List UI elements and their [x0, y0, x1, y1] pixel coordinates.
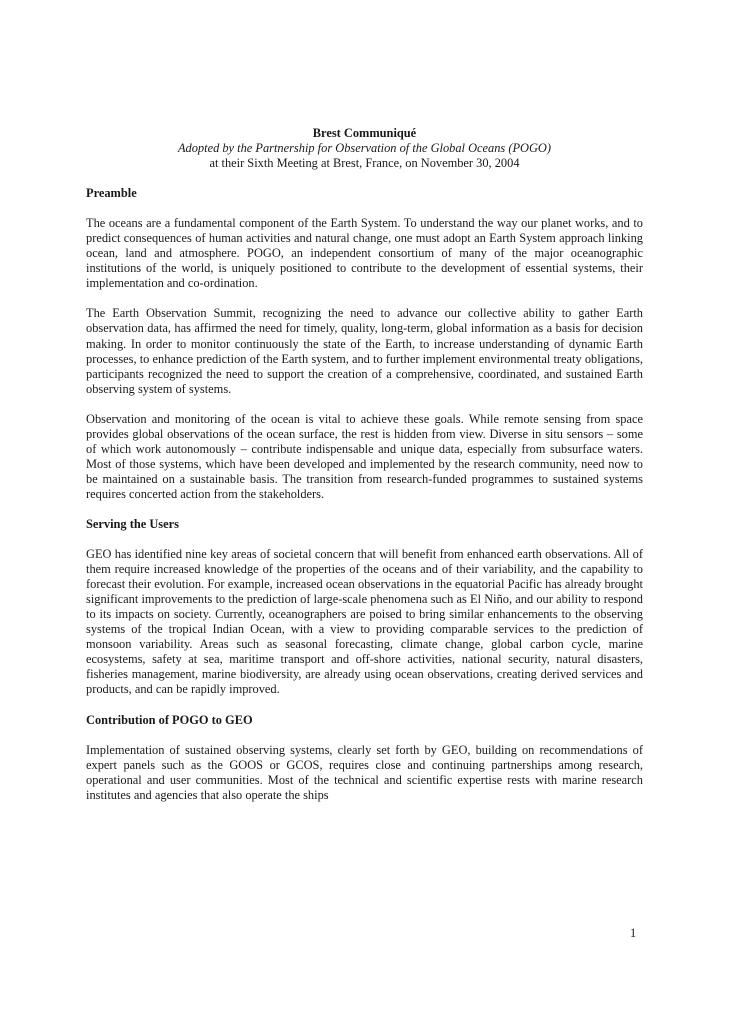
document-subtitle: Adopted by the Partnership for Observation of the Global Oceans (POGO) — [177, 141, 552, 156]
section-heading-serving-users: Serving the Users — [86, 516, 179, 531]
paragraph: The Earth Observation Summit, recognizing the need to advance our collective ability to gather Earth observation data, has affirmed the need for timely, quality, long-term, global information as a basis for decision making. In order to monitor continuously the state of the Earth, to increase understanding of dynamic Earth processes, to enhance prediction of the Earth system, and to further implement environmental treaty obligations, participants recognized the need to support the creation of a comprehensive, coordinated, and sustained Earth observing system of systems. — [86, 306, 643, 396]
meeting-line: at their Sixth Meeting at Brest, France, on November 30, 2004 — [209, 156, 520, 171]
section-heading-contribution: Contribution of POGO to GEO — [86, 712, 253, 727]
page-number: 1 — [630, 926, 637, 940]
paragraph: Observation and monitoring of the ocean is vital to achieve these goals. While remote sensing from space provides global observations of the ocean surface, the rest is hidden from view. Diverse in situ sensors – some of which work autonomously – contribute indispensable and unique data, especially from subsurface waters. Most of those systems, which have been developed and implemented by the research community, need now to be maintained on a sustainable basis. The transition from research-funded programmes to sustained systems requires concerted action from the stakeholders. — [86, 411, 643, 501]
section-heading-preamble: Preamble — [86, 186, 137, 201]
paragraph: The oceans are a fundamental component of the Earth System. To understand the way our planet works, and to predict consequences of human activities and natural change, one must adopt an Earth System approach linking ocean, land and atmosphere. POGO, an independent consortium of many of the major oceanographic institutions of the world, is uniquely positioned to contribute to the development of essential systems, their implementation and co-ordination. — [86, 216, 643, 291]
title-block — [86, 126, 643, 171]
document-title: Brest Communiqué — [312, 126, 417, 140]
paragraph: GEO has identified nine key areas of societal concern that will benefit from enhanced earth observations. All of them require increased knowledge of the properties of the oceans and of their variability, and the capability to forecast their evolution. For example, increased ocean observations in the equatorial Pacific has already brought significant improvements to the prediction of large-scale phenomena such as El Niño, and our ability to respond to its impacts on society. Currently, oceanographers are poised to bring similar enhancements to the observing systems of the tropical Indian Ocean, with a view to providing comparable services to the prediction of monsoon variability. Areas such as seasonal forecasting, climate change, global carbon cycle, marine ecosystems, safety at sea, maritime transport and off-shore activities, national security, natural disasters, fisheries management, marine biodiversity, are already using ocean observations, creating derived services and products, and can be rapidly improved. — [86, 547, 643, 697]
paragraph: Implementation of sustained observing systems, clearly set forth by GEO, building on recommendations of expert panels such as the GOOS or GCOS, requires close and continuing partnerships among research, operational and user communities. Most of the technical and scientific expertise rests with marine research institutes and agencies that also operate the ships — [86, 742, 643, 802]
document-page — [86, 126, 643, 818]
